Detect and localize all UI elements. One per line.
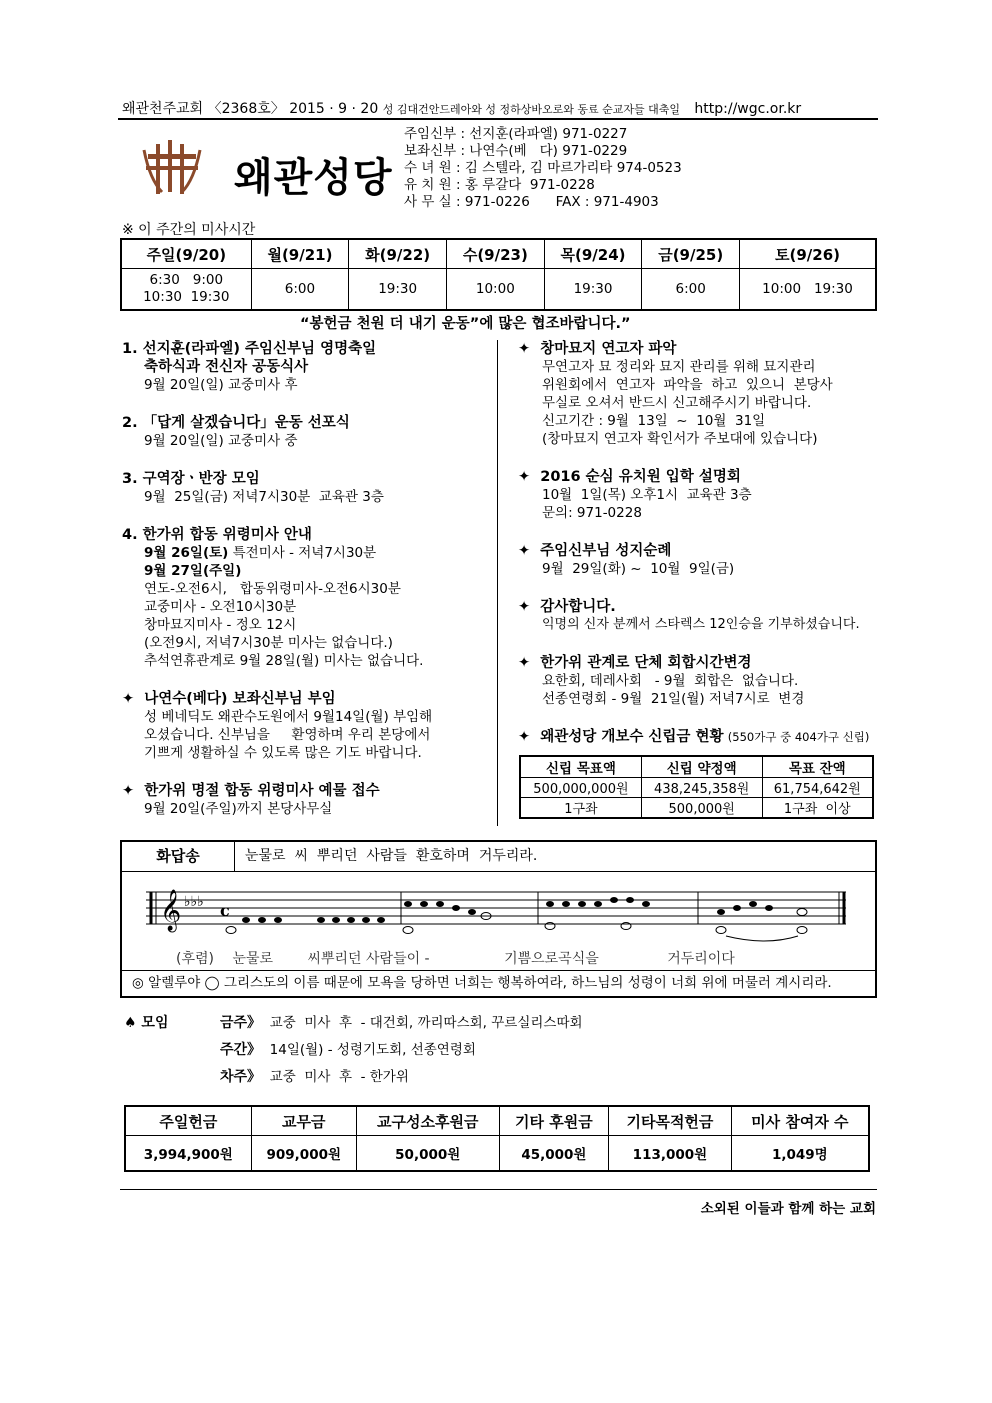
church-logo-icon [140,140,204,196]
fund-cell: 1구좌 [520,798,641,819]
notice-title: ✦ 한가위 관계로 단체 회합시간변경 [518,655,752,671]
feast-name: 성 김대건안드레아와 성 정하상바오로와 동료 순교자들 대축일 [382,103,680,116]
notice-kindergarten [518,468,878,522]
notice-detail: 9월 25일(금) 저녁7시30분 교육관 3층 [144,489,384,505]
notice-pilgrimage [518,542,878,578]
notice-title: 1. 선지훈(라파엘) 주임신부님 영명축일 [122,341,377,357]
mass-time-tue: 19:30 [349,269,447,311]
notice-detail: 기쁘게 생활하실 수 있도록 많은 기도 바랍니다. [144,745,422,761]
mass-day-thu: 목(9/24) [544,239,642,269]
mass-time-thu: 19:30 [544,269,642,311]
notice-title: 2. 「답게 살겠습니다」운동 선포식 [122,415,350,431]
website-link[interactable]: http://wgc.or.kr [694,101,802,117]
notice-title: 축하식과 전신자 공동식사 [144,359,309,375]
notice-detail: 문의: 971-0228 [542,505,642,521]
notice-detail: 선종연령회 - 9월 21일(월) 저녁7시로 변경 [542,691,805,707]
notice-detail: 무실로 오셔서 반드시 신고해주시기 바랍니다. [542,395,812,411]
mass-day-sun: 주일(9/20) [121,239,251,269]
offering-value: 1,049명 [731,1136,869,1172]
mass-time-sun [121,269,251,311]
notice-detail: 특전미사 - 저녁7시30분 [228,545,377,561]
offering-value: 909,000원 [251,1136,356,1172]
left-notices [122,340,492,838]
meeting-detail: 교중 미사 후 - 대건회, 까리따스회, 꾸르실리스따회 [269,1015,583,1031]
meetings-list [220,1010,583,1091]
list-item [220,1037,583,1064]
svg-text:𝄞: 𝄞 [160,890,182,931]
lyric: 거두리이다 [667,951,735,967]
contact-kindergarten: 유 치 원 : 홍 루갈다 971-0228 [404,177,595,193]
svg-text:c: c [220,901,230,920]
psalm-lyrics [176,948,866,968]
notice-detail: 9월 20일(주일)까지 본당사무실 [144,801,333,817]
notice-detail: 10월 1일(목) 오후1시 교육관 3층 [542,487,752,503]
notice-detail: 요한회, 데레사회 - 9월 회합은 없습니다. [542,673,799,689]
notice-detail: 추석연휴관계로 9월 28일(월) 미사는 없습니다. [144,653,424,669]
offering-header: 미사 참여자 수 [731,1106,869,1136]
fund-header: 신립 약정액 [641,756,762,778]
psalm-label: 화답송 [122,842,235,872]
notice-renovation-fund [518,728,878,746]
notice-title: ✦ 2016 순심 유치원 입학 설명회 [518,469,741,485]
notice-date: 9월 27일(주일) [144,563,242,579]
slogan: “봉헌금 천원 더 내기 운동”에 많은 협조바랍니다.” [300,316,631,332]
mass-time-line: 10:30 19:30 [143,289,230,305]
notice-detail: 익명의 신자 분께서 스타렉스 12인승을 기부하셨습니다. [542,617,860,632]
header-divider [118,118,878,120]
offering-value: 3,994,900원 [125,1136,251,1172]
meetings-title: ♠ 모임 [124,1015,169,1031]
footer-divider [120,1189,877,1190]
offering-header: 주일헌금 [125,1106,251,1136]
fund-header: 목표 잔액 [762,756,873,778]
notice-title: ✦ 주임신부님 성지순례 [518,543,672,559]
column-divider [497,340,498,826]
notice-meeting-change [518,654,878,708]
notice-detail: 성 베네딕도 왜관수도원에서 9월14일(월) 부임해 [144,709,433,725]
notice-detail: 신고기간 : 9월 13일 ~ 10월 31일 [542,413,766,429]
notice-detail: 9월 29일(화) ~ 10월 9일(금) [542,561,735,577]
lyric: 눈물로 [232,951,274,967]
mass-time-line: 6:30 9:00 [149,272,224,288]
notice-title: ✦ 감사합니다. [518,599,616,615]
table-row [520,798,873,819]
offering-header: 기타목적헌금 [609,1106,732,1136]
offering-table [124,1105,870,1172]
offering-header: 기타 후원금 [499,1106,609,1136]
contact-list [404,126,682,211]
right-notices [518,340,878,746]
lyric: 씨뿌리던 사람들이 - [307,951,430,967]
notice-subtitle: (550가구 중 404가구 신립) [727,730,870,744]
meeting-period: 주간》 [220,1042,262,1058]
contact-office: 사 무 실 : 971-0226 FAX : 971-4903 [404,194,659,210]
psalm-response: 눈물로 씨 뿌리던 사람들 환호하며 거두리라. [235,842,875,872]
mass-day-wed: 수(9/23) [446,239,544,269]
notice-cemetery [518,340,878,448]
footer-motto: 소외된 이들과 함께 하는 교회 [700,1201,876,1217]
contact-pastor: 주임신부 : 선지훈(라파엘) 971-0227 [404,126,628,142]
notice-new-assistant [122,690,492,762]
mass-time-fri: 6:00 [642,269,740,311]
renovation-fund-table [519,755,874,819]
notice-detail: (창마묘지 연고자 확인서가 주보대에 있습니다) [542,431,818,447]
offering-value: 50,000원 [356,1136,499,1172]
church-name: 왜관성당 [234,155,393,201]
alleluia-verse: ◎ 알렐루야 ◯ 그리스도의 이름 때문에 모욕을 당하면 너희는 행복하여라, 하느님의 성령이 너희 위에 머물러 계시리라. [122,970,875,996]
notice-detail: 무연고자 묘 정리와 묘지 관리를 위해 묘지관리 [542,359,816,375]
offering-value: 45,000원 [499,1136,609,1172]
music-staff-icon [146,886,858,942]
notice-detail: (오전9시, 저녁7시30분 미사는 없습니다.) [144,635,393,651]
notice-feast [122,340,492,394]
meeting-period: 금주》 [220,1015,262,1031]
meeting-detail: 교중 미사 후 - 한가위 [269,1069,409,1085]
notice-detail: 9월 20일(일) 교중미사 후 [144,377,298,393]
fund-cell: 500,000원 [641,798,762,819]
mass-caption: ※ 이 주간의 미사시간 [122,222,256,238]
fund-cell: 500,000,000원 [520,778,641,798]
contact-convent: 수 녀 원 : 김 스텔라, 김 마르가리타 974-0523 [404,160,682,176]
fund-cell: 438,245,358원 [641,778,762,798]
mass-day-tue: 화(9/22) [349,239,447,269]
offering-header: 교구성소후원금 [356,1106,499,1136]
mass-day-fri: 금(9/25) [642,239,740,269]
table-row [125,1136,869,1172]
notice-detail: 위원회에서 연고자 파악을 하고 있으니 본당사 [542,377,833,393]
lyric: 기쁨으로곡식을 [504,951,599,967]
notice-campaign [122,414,492,450]
offering-value: 113,000원 [609,1136,732,1172]
notice-title: 3. 구역장ㆍ반장 모임 [122,471,260,487]
contact-assistant: 보좌신부 : 나연수(베 다) 971-0229 [404,143,628,159]
mass-day-sat: 토(9/26) [740,239,876,269]
mass-time-wed: 10:00 [446,269,544,311]
mass-time-sat: 10:00 19:30 [740,269,876,311]
meetings-label [124,1010,168,1037]
svg-text:♭♭♭: ♭♭♭ [184,894,204,910]
notice-detail: 9월 20일(일) 교중미사 중 [144,433,298,449]
notice-leaders-meeting [122,470,492,506]
list-item [220,1010,583,1037]
notice-title: 4. 한가위 합동 위령미사 안내 [122,527,312,543]
notice-title: ✦ 왜관성당 개보수 신립금 현황 [518,729,724,745]
fund-header: 신립 목표액 [520,756,641,778]
issue-info: 왜관천주교회 〈2368호〉 2015 · 9 · 20 [122,101,379,117]
notice-title: ✦ 나연수(베다) 보좌신부님 부임 [122,691,336,707]
notice-title: ✦ 창마묘지 연고자 파악 [518,341,677,357]
fund-cell: 1구좌 이상 [762,798,873,819]
mass-schedule-table [120,238,877,311]
notice-date: 9월 26일(토) [144,545,229,561]
notice-mass-offering [122,782,492,818]
notice-detail: 창마묘지미사 - 정오 12시 [144,617,297,633]
offering-header: 교무금 [251,1106,356,1136]
bulletin-header [122,98,882,118]
notice-thanks [518,598,878,634]
notice-title: ✦ 한가위 명절 합동 위령미사 예물 접수 [122,783,380,799]
notice-detail: 오셨습니다. 신부님을 환영하며 우리 본당에서 [144,727,431,743]
mass-time-mon: 6:00 [251,269,349,311]
psalm-refrain: (후렴) [176,951,214,967]
meeting-detail: 14일(월) - 성령기도회, 선종연령회 [269,1042,476,1058]
mass-day-mon: 월(9/21) [251,239,349,269]
list-item [220,1064,583,1091]
psalm-box [120,840,877,998]
table-row [520,778,873,798]
notice-detail: 연도-오전6시, 합동위령미사-오전6시30분 [144,581,401,597]
notice-detail: 교중미사 - 오전10시30분 [144,599,297,615]
notice-memorial-mass [122,526,492,670]
fund-cell: 61,754,642원 [762,778,873,798]
meeting-period: 차주》 [220,1069,262,1085]
